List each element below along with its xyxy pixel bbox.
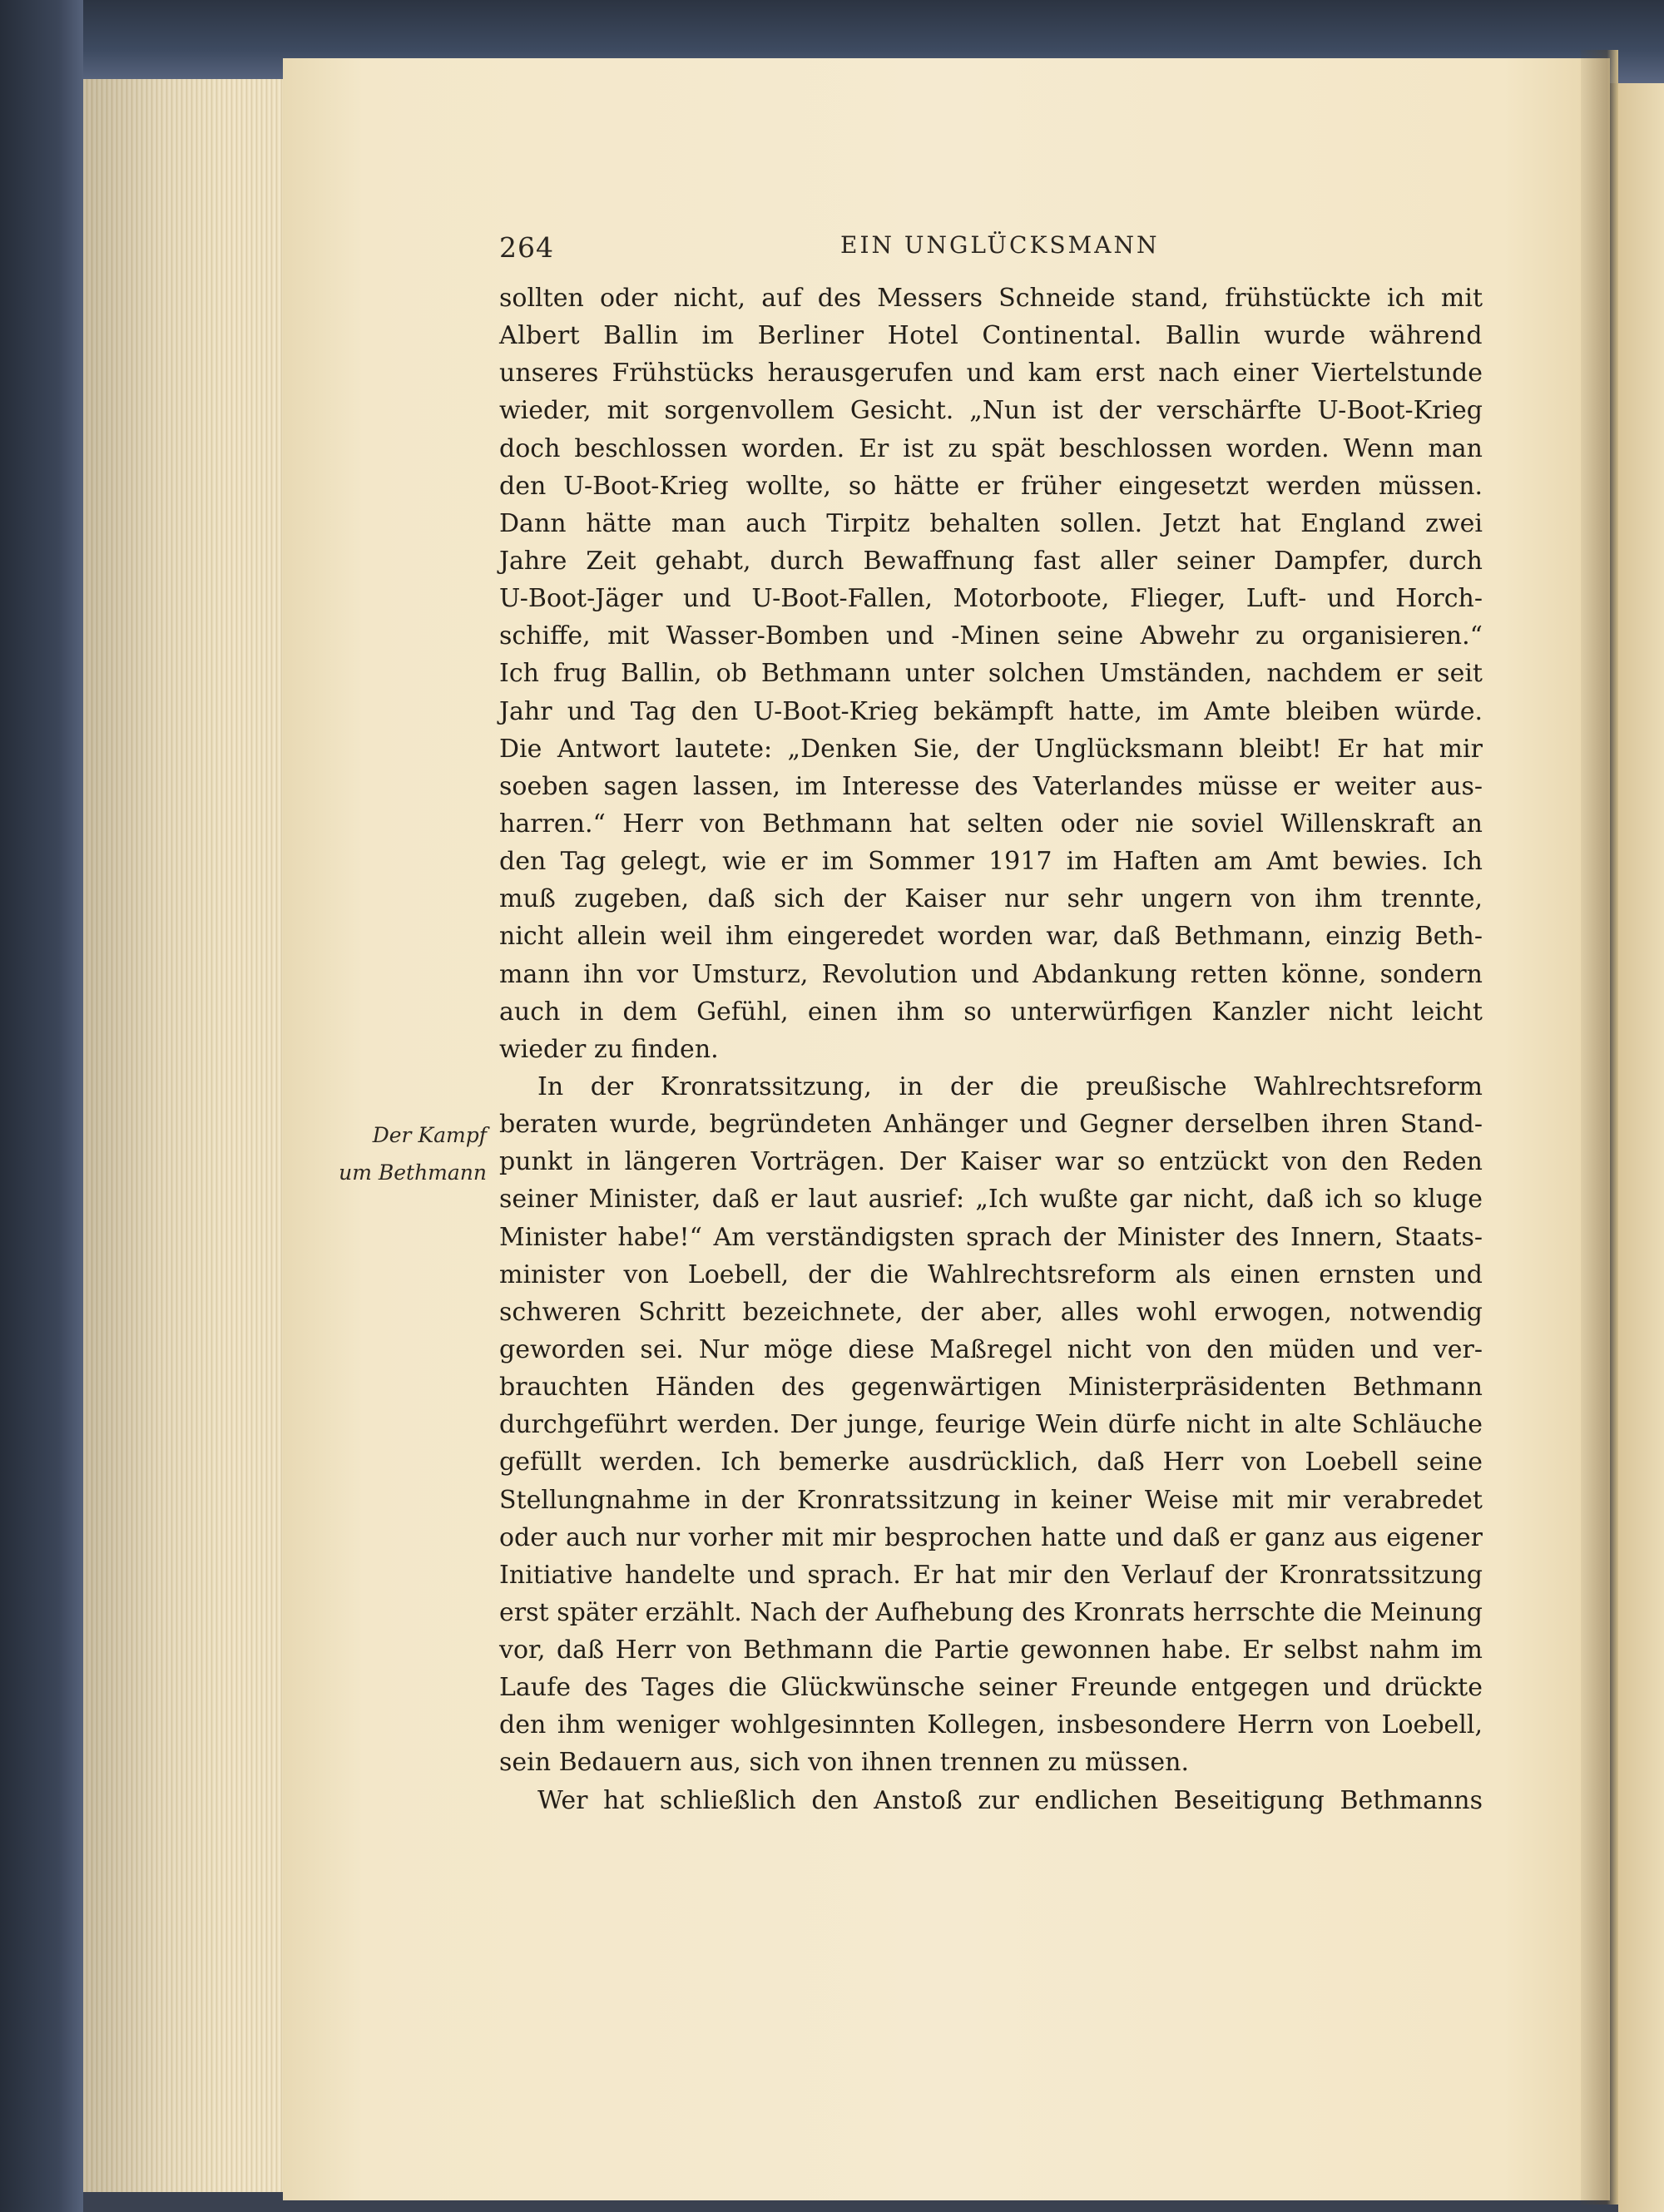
margin-note-line: um Bethmann xyxy=(339,1160,487,1185)
running-head xyxy=(499,231,1581,273)
text-line: Jahr und Tag den U-Boot-Krieg bekämpft hatte, im Amte bleiben würde. xyxy=(499,696,1483,726)
text-line: durchgeführt werden. Der junge, feurige Wein dürfe nicht in alte Schläuche xyxy=(499,1410,1483,1440)
margin-note xyxy=(316,1116,487,1191)
text-line: erst später erzählt. Nach der Aufhebung des Kronrats herrschte die Meinung xyxy=(499,1597,1483,1627)
text-line: brauchten Händen des gegenwärtigen Ministerpräsidenten Bethmann xyxy=(499,1373,1483,1403)
text-line: den Tag gelegt, wie er im Sommer 1917 im Haften am Amt bewies. Ich xyxy=(499,847,1483,877)
margin-note-line: Der Kampf xyxy=(372,1123,487,1147)
page-number: 264 xyxy=(499,231,554,264)
text-line: U-Boot-Jäger und U-Boot-Fallen, Motorboote, Flieger, Luft- und Horch- xyxy=(499,584,1483,614)
body-text xyxy=(499,280,1483,1819)
text-line: nicht allein weil ihm eingeredet worden war, daß Bethmann, einzig Beth- xyxy=(499,922,1483,952)
text-line: In der Kronratssitzung, in der die preußische Wahlrechtsreform xyxy=(537,1071,1483,1101)
text-line: Die Antwort lautete: „Denken Sie, der Unglücksmann bleibt! Er hat mir xyxy=(499,734,1483,764)
text-line: muß zugeben, daß sich der Kaiser nur sehr ungern von ihm trennte, xyxy=(499,884,1483,914)
text-line: den ihm weniger wohlgesinnten Kollegen, insbesondere Herrn von Loebell, xyxy=(499,1710,1483,1740)
text-line: schiffe, mit Wasser-Bomben und -Minen seine Abwehr zu organisieren.“ xyxy=(499,621,1483,651)
text-line: gefüllt werden. Ich bemerke ausdrücklich, daß Herr von Loebell seine xyxy=(499,1447,1483,1477)
text-line: Stellungnahme in der Kronratssitzung in keiner Weise mit mir verabredet xyxy=(499,1485,1483,1515)
text-line: soeben sagen lassen, im Interesse des Vaterlandes müsse er weiter aus- xyxy=(499,771,1483,801)
text-line: Dann hätte man auch Tirpitz behalten sollen. Jetzt hat England zwei xyxy=(499,508,1483,538)
text-line: wieder zu finden. xyxy=(499,1034,719,1064)
text-line: vor, daß Herr von Bethmann die Partie gewonnen habe. Er selbst nahm im xyxy=(499,1635,1483,1665)
text-line: schweren Schritt bezeichnete, der aber, alles wohl erwogen, notwendig xyxy=(499,1297,1483,1327)
book-cover-spine xyxy=(0,0,83,2212)
text-line: Ich frug Ballin, ob Bethmann unter solchen Umständen, nachdem er seit xyxy=(499,659,1483,689)
text-line: doch beschlossen worden. Er ist zu spät beschlossen worden. Wenn man xyxy=(499,433,1483,463)
text-line: seiner Minister, daß er laut ausrief: „Ich wußte gar nicht, daß ich so kluge xyxy=(499,1185,1483,1215)
text-line: geworden sei. Nur möge diese Maßregel nicht von den müden und ver- xyxy=(499,1334,1483,1364)
text-line: auch in dem Gefühl, einen ihm so unterwürfigen Kanzler nicht leicht xyxy=(499,997,1483,1027)
text-line: den U-Boot-Krieg wollte, so hätte er früher eingesetzt werden müssen. xyxy=(499,471,1483,501)
text-line: sein Bedauern aus, sich von ihnen trennen zu müssen. xyxy=(499,1748,1190,1778)
text-line: Initiative handelte und sprach. Er hat mir den Verlauf der Kronratssitzung xyxy=(499,1560,1483,1590)
page-edges-shadow xyxy=(83,79,291,2192)
text-line: unseres Frühstücks herausgerufen und kam erst nach einer Viertelstunde xyxy=(499,359,1483,388)
text-line: harren.“ Herr von Bethmann hat selten oder nie soviel Willenskraft an xyxy=(499,809,1483,839)
text-line: Minister habe!“ Am verständigsten sprach der Minister des Innern, Staats- xyxy=(499,1222,1483,1252)
text-line: Jahre Zeit gehabt, durch Bewaffnung fast aller seiner Dampfer, durch xyxy=(499,546,1483,576)
text-line: Wer hat schließlich den Anstoß zur endlichen Beseitigung Bethmanns xyxy=(537,1785,1483,1815)
text-line: sollten oder nicht, auf des Messers Schneide stand, frühstückte ich mit xyxy=(499,284,1483,313)
facing-page-edge xyxy=(1618,83,1664,2212)
text-line: beraten wurde, begründeten Anhänger und Gegner derselben ihren Stand- xyxy=(499,1110,1483,1140)
text-line: oder auch nur vorher mit mir besprochen hatte und daß er ganz aus eigener xyxy=(499,1522,1483,1552)
text-line: Laufe des Tages die Glückwünsche seiner Freunde entgegen und drückte xyxy=(499,1673,1483,1703)
book-gutter xyxy=(1581,50,1618,2205)
text-line: Albert Ballin im Berliner Hotel Continental. Ballin wurde während xyxy=(499,321,1483,351)
text-line: wieder, mit sorgenvollem Gesicht. „Nun ist der verschärfte U-Boot-Krieg xyxy=(499,396,1483,426)
text-line: minister von Loebell, der die Wahlrechtsreform als einen ernsten und xyxy=(499,1259,1483,1289)
text-line: punkt in längeren Vorträgen. Der Kaiser war so entzückt von den Reden xyxy=(499,1147,1483,1177)
text-line: mann ihn vor Umsturz, Revolution und Abdankung retten könne, sondern xyxy=(499,959,1483,989)
chapter-title: EIN UNGLÜCKSMANN xyxy=(840,231,1160,259)
